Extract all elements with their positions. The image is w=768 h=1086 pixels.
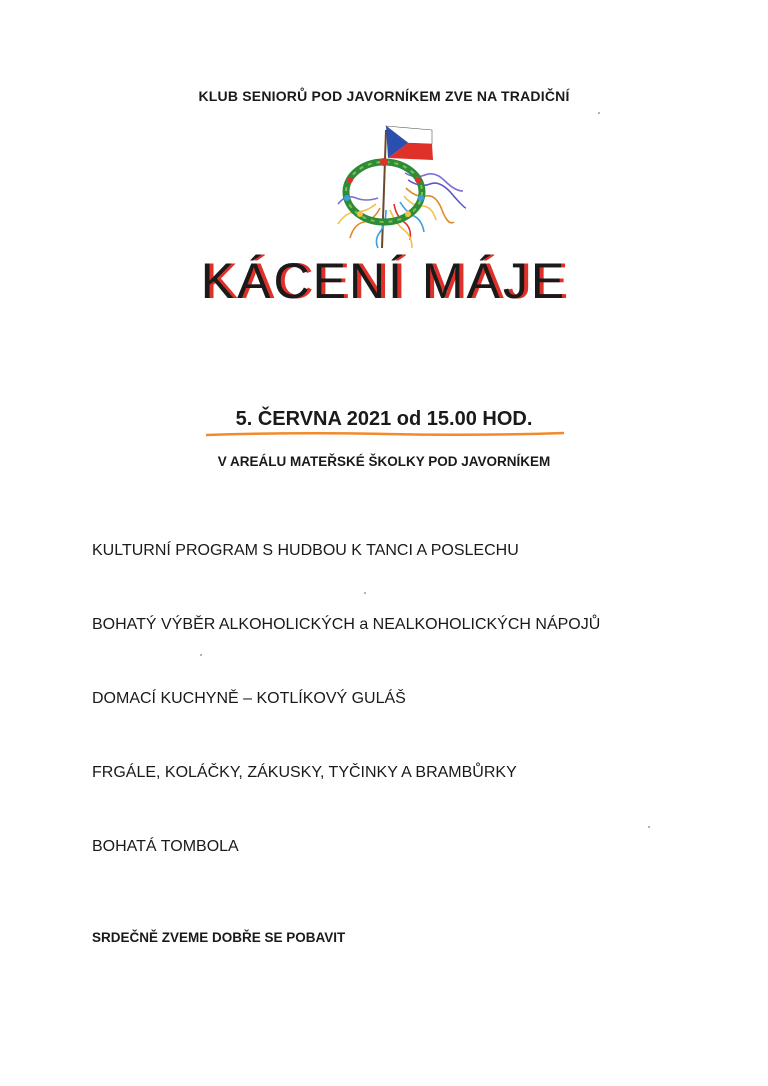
scan-speck (200, 654, 202, 656)
scan-speck (364, 592, 366, 594)
scan-speck (648, 826, 650, 828)
czech-flag-icon (386, 126, 433, 160)
program-item: FRGÁLE, KOLÁČKY, ZÁKUSKY, TYČINKY A BRAMBŮRKY (92, 764, 517, 781)
pole-line (382, 130, 386, 248)
maypole-drawing (320, 118, 490, 268)
event-date: 5. ČERVNA 2021 od 15.00 HOD. (235, 408, 533, 430)
scan-speck (598, 112, 600, 114)
program-item: KULTURNÍ PROGRAM S HUDBOU K TANCI A POSLECHU (92, 542, 519, 559)
program-item: DOMACÍ KUCHYNĚ – KOTLÍKOVÝ GULÁŠ (92, 690, 406, 707)
program-item: BOHATÝ VÝBĚR ALKOHOLICKÝCH a NEALKOHOLICKÝCH NÁPOJŮ (92, 616, 601, 633)
date-underline (206, 431, 564, 437)
invitation-line: KLUB SENIORŮ POD JAVORNÍKEM ZVE NA TRADIČNÍ (198, 88, 570, 104)
program-list (92, 540, 732, 910)
event-venue: V AREÁLU MATEŘSKÉ ŠKOLKY POD JAVORNÍKEM (217, 454, 551, 469)
main-title: KÁCENÍ MÁJE (200, 253, 568, 309)
program-item: BOHATÁ TOMBOLA (92, 838, 239, 855)
closing-line: SRDEČNĚ ZVEME DOBŘE SE POBAVIT (92, 930, 346, 945)
